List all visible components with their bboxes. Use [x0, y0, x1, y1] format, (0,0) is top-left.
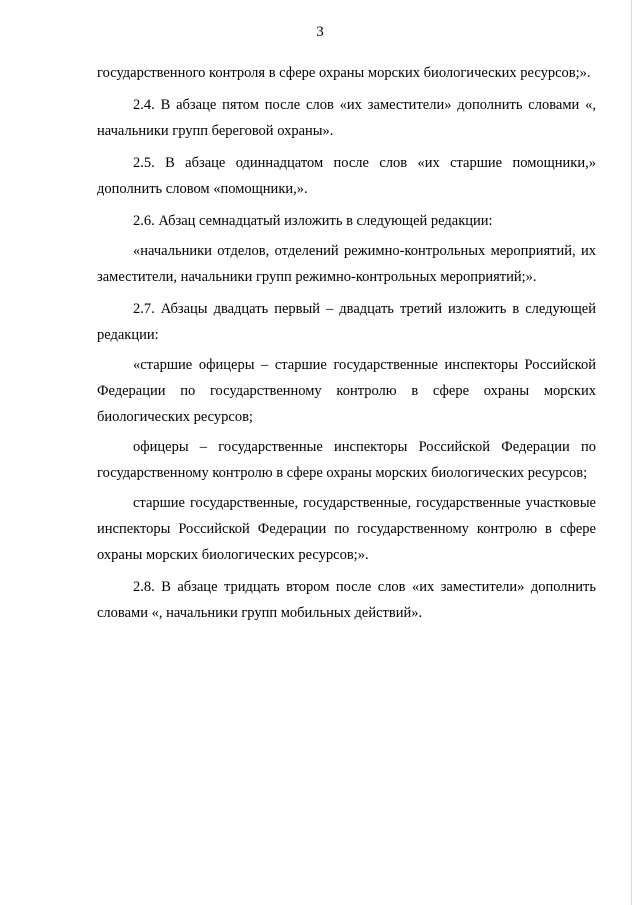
document-body — [97, 60, 596, 626]
paragraph-2-4: 2.4. В абзаце пятом после слов «их заместители» дополнить словами «, начальники групп береговой охраны». — [97, 97, 596, 139]
paragraph-2-6-quote: «начальники отделов, отделений режимно-контрольных мероприятий, их заместители, начальники групп режимно-контрольных мероприятий;». — [97, 243, 596, 285]
page-number: 3 — [316, 24, 324, 40]
page-edge — [631, 0, 632, 905]
paragraph-continuation: государственного контроля в сфере охраны морских биологических ресурсов;». — [97, 65, 591, 81]
paragraph-2-7-quote-senior-officers: «старшие офицеры – старшие государственные инспекторы Российской Федерации по государственному контролю в сфере охраны морских биологических ресурсов; — [97, 357, 596, 425]
paragraph-2-6: 2.6. Абзац семнадцатый изложить в следующей редакции: — [133, 213, 493, 229]
paragraph-2-7-quote-officers: офицеры – государственные инспекторы Российской Федерации по государственному контролю в сфере охраны морских биологических ресурсов; — [97, 439, 596, 481]
paragraph-2-7-quote-inspectors: старшие государственные, государственные, государственные участковые инспекторы Российской Федерации по государственному контролю в сфере охраны морских биологических ресурсов;». — [97, 495, 596, 563]
paragraph-2-8: 2.8. В абзаце тридцать втором после слов «их заместители» дополнить словами «, начальники групп мобильных действий». — [97, 579, 596, 621]
paragraph-2-5: 2.5. В абзаце одиннадцатом после слов «их старшие помощники,» дополнить словом «помощники,». — [97, 155, 596, 197]
paragraph-2-7: 2.7. Абзацы двадцать первый – двадцать третий изложить в следующей редакции: — [97, 301, 596, 343]
